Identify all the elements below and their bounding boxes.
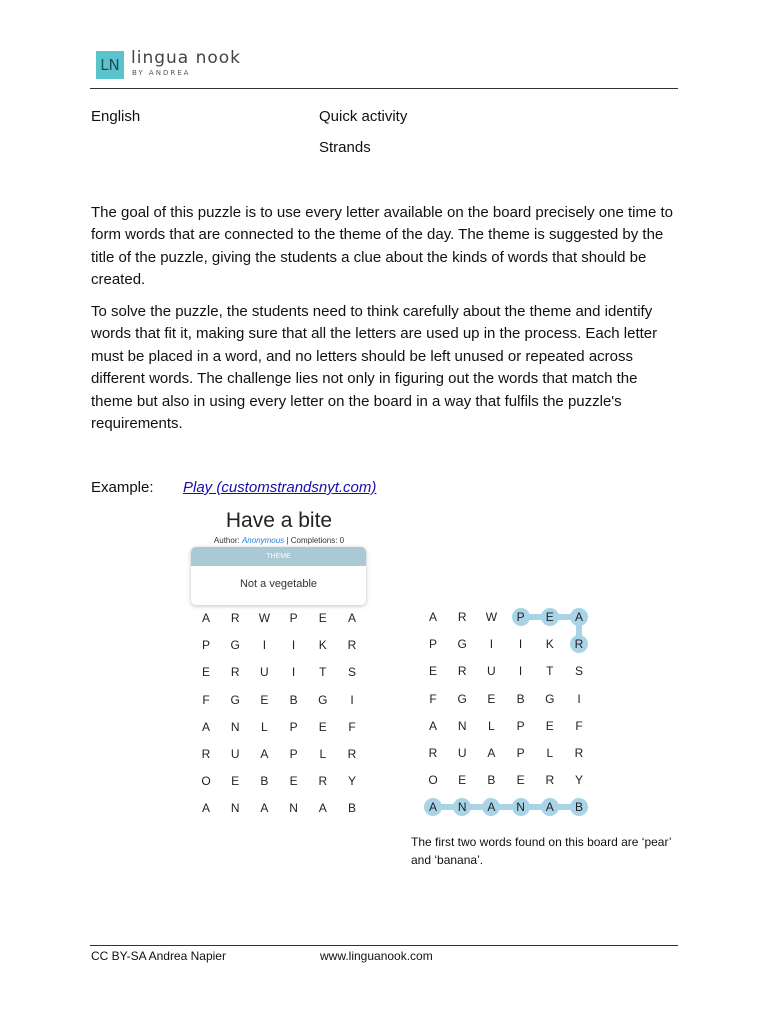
letter-cell: I — [350, 692, 354, 707]
letter-cell: L — [488, 718, 495, 733]
letter-cell: L — [546, 746, 554, 760]
letter-cell: L — [319, 747, 327, 761]
letter-cell: R — [201, 747, 211, 761]
letter-cell: G — [318, 692, 328, 707]
letter-cell: E — [545, 718, 554, 733]
letter-cell: B — [347, 801, 356, 816]
letter-cell: R — [428, 746, 438, 760]
example-play-link[interactable]: Play (customstrandsnyt.com) — [183, 479, 377, 496]
letter-cell: E — [458, 773, 467, 788]
letter-cell: A — [428, 718, 437, 733]
letter-cell: A — [424, 798, 442, 816]
instructions-paragraph: To solve the puzzle, the students need to think carefully about the theme and identify words that fit it, making sure that all the letters are used up in the process. Each letter must be placed in a word, and no letters should be left unused or repeated across different words. The challenge lies not only in figuring out the words that match the theme but also in using every letter on the board in a way that fulfils the puzzle's requirements. — [91, 303, 658, 433]
letter-cell: I — [489, 637, 494, 652]
letter-cell: A — [570, 608, 588, 626]
letter-cell: B — [516, 691, 525, 706]
letter-cell: F — [575, 718, 583, 733]
letter-cell: S — [574, 664, 583, 679]
letter-cell: P — [516, 718, 525, 733]
letter-cell: E — [428, 664, 437, 679]
letter-cell: T — [546, 664, 554, 679]
logo-mark: LN — [96, 51, 124, 79]
letter-cell: G — [457, 691, 467, 706]
letter-cell: R — [545, 773, 555, 788]
letter-cell: U — [260, 665, 269, 680]
letter-cell: R — [318, 774, 328, 789]
letter-cell: L — [261, 719, 268, 734]
letter-cell: G — [457, 637, 467, 652]
letter-cell: A — [428, 610, 437, 624]
letter-cell: B — [487, 773, 496, 788]
letter-cell: Y — [347, 774, 356, 789]
letter-cell: B — [289, 692, 298, 707]
footer-license: CC BY-SA Andrea Napier — [91, 949, 226, 963]
letter-cell: E — [318, 611, 327, 625]
letter-cell: U — [487, 664, 496, 679]
topic-label: Strands — [319, 139, 371, 156]
letter-cell: F — [429, 691, 437, 706]
letter-cell: O — [428, 773, 438, 788]
letter-cell: E — [516, 773, 525, 788]
letter-cell: R — [230, 611, 240, 625]
letter-cell: E — [289, 774, 298, 789]
footer-rule — [90, 945, 678, 946]
letter-cell: E — [318, 719, 327, 734]
letter-cell: P — [289, 747, 298, 761]
letter-cell: R — [574, 746, 584, 760]
activity-label: Quick activity — [319, 108, 408, 125]
letter-cell: A — [541, 798, 559, 816]
letter-cell: U — [457, 746, 467, 760]
letter-cell: E — [260, 692, 269, 707]
theme-card — [191, 547, 366, 605]
letter-cell: E — [541, 608, 559, 626]
letter-cell: A — [260, 747, 269, 761]
letter-cell: R — [230, 665, 240, 680]
letter-cell: S — [347, 665, 356, 680]
letter-cell: P — [289, 719, 298, 734]
letter-cell: A — [201, 719, 210, 734]
letter-cell: I — [518, 664, 523, 679]
letter-cell: B — [570, 798, 588, 816]
letter-cell: N — [230, 719, 240, 734]
intro-paragraph: The goal of this puzzle is to use every letter available on the board precisely one time to form words that are connected to the theme of the day. The theme is suggested by the title of the puzzle, giving the students a clue about the kinds of words that should be created. — [91, 204, 673, 289]
letter-cell: N — [457, 718, 467, 733]
logo-subtitle: BY ANDREA — [132, 69, 191, 77]
letter-cell: G — [230, 692, 240, 707]
letter-cell: E — [231, 774, 240, 789]
logo-name: lingua nook — [131, 48, 242, 68]
author-name: Anonymous — [241, 536, 285, 545]
letter-cell: O — [201, 774, 211, 789]
letter-cell: P — [516, 746, 525, 760]
letter-cell: U — [230, 747, 240, 761]
letter-cell: I — [518, 637, 523, 652]
letter-cell: N — [289, 801, 298, 816]
letter-cell: A — [347, 611, 356, 625]
letter-cell: K — [318, 638, 327, 653]
letter-cell: W — [485, 610, 498, 624]
letter-cell: E — [201, 665, 210, 680]
letter-cell: K — [545, 637, 554, 652]
letter-cell: R — [347, 638, 357, 653]
letter-cell: A — [260, 801, 269, 816]
completions-count: | Completions: 0 — [286, 536, 345, 545]
header-rule — [90, 88, 678, 89]
letter-cell: I — [291, 665, 296, 680]
theme-header: THEME — [191, 547, 366, 566]
letter-cell: P — [201, 638, 210, 653]
letter-cell: B — [260, 774, 269, 789]
letter-cell: I — [262, 638, 267, 653]
letter-cell: N — [230, 801, 240, 816]
letter-cell: A — [318, 801, 327, 816]
letter-cell: R — [570, 635, 588, 653]
example-label: Example: — [91, 479, 154, 496]
letter-cell: W — [258, 611, 271, 625]
letter-cell: F — [348, 719, 356, 734]
letter-cell: N — [453, 798, 471, 816]
letter-cell: F — [202, 692, 210, 707]
letter-cell: G — [545, 691, 555, 706]
letter-cell: A — [201, 801, 210, 816]
letter-cell: P — [512, 608, 530, 626]
letter-cell: N — [512, 798, 530, 816]
letter-cell: A — [482, 798, 500, 816]
figure-caption: The first two words found on this board are ‘pear’ and ‘banana’. — [411, 835, 672, 867]
letter-cell: R — [347, 747, 357, 761]
puzzle-title: Have a bite — [225, 509, 333, 532]
letter-cell: R — [457, 610, 467, 624]
letter-cell: P — [289, 611, 298, 625]
letter-cell: A — [201, 611, 210, 625]
letter-cell: I — [577, 691, 581, 706]
letter-cell: E — [487, 691, 496, 706]
theme-text: Not a vegetable — [239, 578, 318, 590]
footer-website: www.linguanook.com — [320, 949, 433, 963]
subject-label: English — [91, 108, 141, 125]
letter-cell: T — [319, 665, 327, 680]
letter-cell: G — [230, 638, 240, 653]
letter-cell: R — [457, 664, 467, 679]
letter-cell: P — [428, 637, 437, 652]
letter-cell: Y — [574, 773, 583, 788]
author-label: Author: — [213, 536, 240, 545]
letter-cell: A — [487, 746, 496, 760]
letter-cell: I — [291, 638, 296, 653]
puzzle-author-line — [190, 536, 368, 545]
